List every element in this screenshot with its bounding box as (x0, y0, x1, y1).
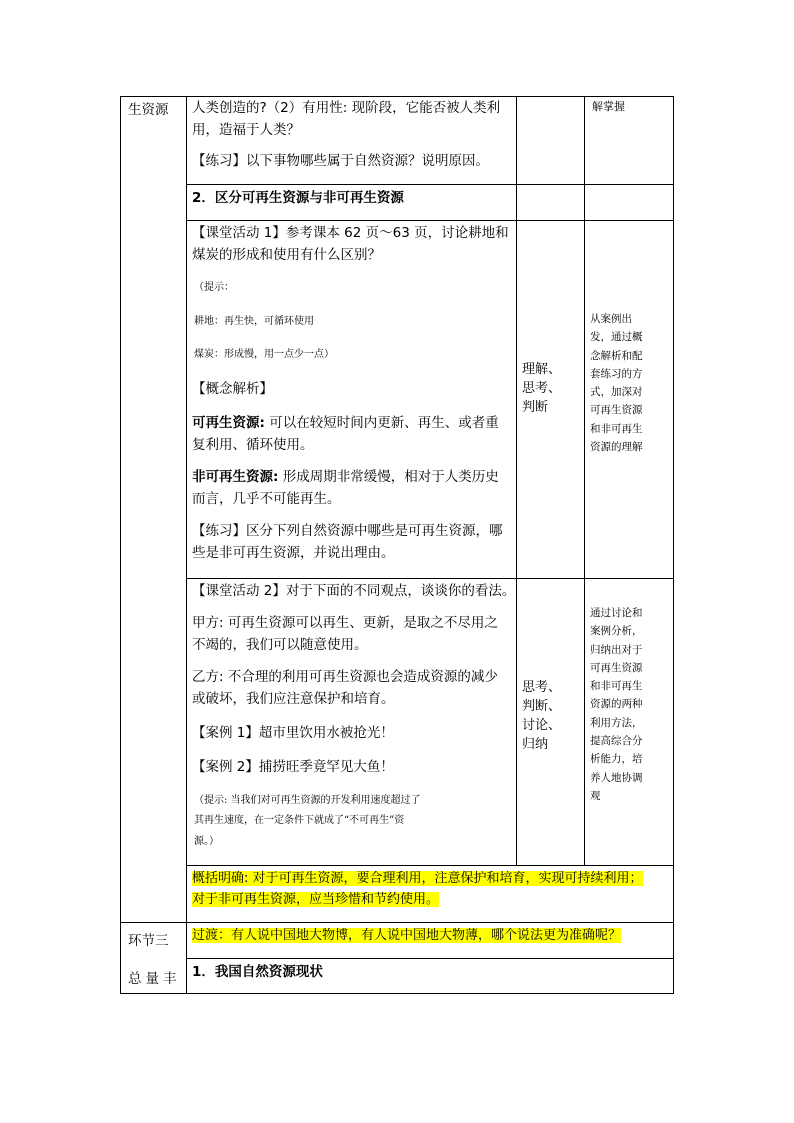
case-2: 【案例 2】捕捞旺季竟罕见大鱼！ (192, 759, 394, 775)
class-activity-1-line1: 【课堂活动 1】参考课本 62 页～63 页，讨论耕地和 (192, 225, 509, 241)
renewable-term: 可再生资源: (192, 415, 265, 431)
column-divider-3 (584, 96, 585, 865)
intent-line: 和非可再生 (590, 422, 643, 435)
transition-line (192, 925, 621, 947)
renewable-definition-text: 可以在较短时间内更新、再生、或者重 (264, 415, 499, 431)
intent-line: 归纳出对于 (590, 643, 643, 656)
row-divider-2 (186, 220, 674, 221)
intent-line: 案例分析， (590, 625, 643, 638)
nonrenewable-term: 非可再生资源: (192, 469, 279, 485)
summary-line1 (192, 868, 643, 890)
column-divider-2 (516, 96, 517, 865)
intent-line: 观 (590, 789, 601, 802)
intent-note-top: 解掌握 (592, 100, 625, 113)
section-label-abundance: 总量丰 (128, 971, 181, 987)
activity-item: 归纳 (522, 737, 549, 752)
intent-line: 资源的两种 (590, 698, 643, 711)
case-1: 【案例 1】超市里饮用水被抢光！ (192, 725, 394, 741)
practice-natural-resources: 【练习】以下事物哪些属于自然资源？说明原因。 (192, 153, 489, 169)
intent-line: 利用方法， (590, 716, 643, 729)
row-divider-3 (186, 578, 674, 579)
activity-item: 讨论、 (522, 718, 562, 733)
section-label-resources: 生资源 (128, 102, 169, 118)
practice-classify-line1: 【练习】区分下列自然资源中哪些是可再生资源，哪 (192, 523, 503, 539)
summary-highlight-2: 对于非可再生资源，应当珍惜和节约使用。 (192, 892, 440, 907)
intent-line: 和非可再生 (590, 680, 643, 693)
column-divider-1 (186, 96, 187, 994)
table-border-left (120, 96, 121, 994)
activity-item: 判断、 (522, 699, 562, 714)
tip-line3: 源。） (194, 836, 219, 847)
hint-open: （提示： (194, 282, 234, 293)
resource-definition-line1: 人类创造的?（2）有用性: 现阶段，它能否被人类利 (192, 100, 501, 116)
design-intent-row3 (590, 310, 643, 456)
intent-line: 析能力，培 (590, 753, 643, 766)
concept-analysis-heading: 【概念解析】 (192, 381, 273, 397)
intent-line: 通过讨论和 (590, 607, 643, 619)
intent-line: 套练习的方 (590, 367, 643, 380)
party-a-line2: 不竭的，我们可以随意使用。 (192, 637, 368, 653)
design-intent-row4 (590, 604, 643, 805)
row-divider-6 (186, 958, 674, 959)
class-activity-2: 【课堂活动 2】对于下面的不同观点，谈谈你的看法。 (192, 583, 516, 599)
nonrenewable-definition-text: 形成周期非常缓慢，相对于人类历史 (278, 469, 499, 485)
activity-item: 理解、 (522, 362, 562, 377)
intent-line: 可再生资源 (590, 404, 643, 417)
practice-classify-line2: 些是非可再生资源，并说出理由。 (192, 545, 395, 561)
transition-highlight: 过渡：有人说中国地大物博，有人说中国地大物薄，哪个说法更为准确呢？ (192, 928, 622, 943)
intent-line: 提高综合分 (590, 735, 643, 748)
renewable-definition-line1 (192, 412, 499, 434)
tip-line1: （提示: 当我们对可再生资源的开发利用速度超过了 (194, 795, 421, 806)
row-divider-4 (186, 865, 674, 866)
class-activity-1-line2: 煤炭的形成和使用有什么区别？ (192, 247, 381, 263)
tip-line2: 其再生速度，在一定条件下就成了“不可再生”资 (194, 815, 405, 826)
nonrenewable-definition-line2: 而言，几乎不可能再生。 (192, 491, 341, 507)
subheading-china-resources: 1．我国自然资源现状 (192, 964, 323, 980)
intent-line: 从案例出 (590, 313, 632, 325)
intent-line: 资源的理解 (590, 441, 643, 454)
renewable-definition-line2: 复利用、循环使用。 (192, 437, 314, 453)
intent-line: 念解析和配 (590, 349, 643, 362)
activity-item: 思考、 (522, 680, 562, 695)
party-b-line1: 乙方: 不合理的利用可再生资源也会造成资源的减少 (192, 669, 498, 685)
activity-item: 思考、 (522, 381, 562, 396)
party-a-line1: 甲方: 可再生资源可以再生、更新，是取之不尽用之 (192, 615, 498, 631)
activity-item: 判断 (522, 400, 549, 415)
row-divider-1 (186, 184, 674, 185)
activity-column-row3 (522, 360, 561, 417)
row-divider-5 (120, 922, 674, 923)
table-border-bottom (120, 993, 674, 994)
table-border-right (673, 96, 674, 994)
activity-column-row4 (522, 678, 561, 754)
summary-line2 (192, 889, 439, 911)
nonrenewable-definition-line1 (192, 466, 499, 488)
section-label-stage3: 环节三 (128, 933, 169, 949)
resource-definition-line2: 用，造福于人类？ (192, 122, 300, 138)
summary-highlight-1: 概括明确: 对于可再生资源，要合理利用，注意保护和培育，实现可持续利用； (192, 871, 643, 886)
subheading-renewable-vs-nonrenewable: 2．区分可再生资源与非可再生资源 (192, 190, 404, 206)
party-b-line2: 或破坏，我们应注意保护和培育。 (192, 691, 395, 707)
intent-line: 发，通过概 (590, 331, 643, 344)
intent-line: 可再生资源 (590, 661, 643, 674)
intent-line: 式，加深对 (590, 386, 643, 399)
intent-line: 养人地协调 (590, 771, 643, 784)
hint-farmland: 耕地：再生快，可循环使用 (194, 316, 314, 327)
hint-coal: 煤炭：形成慢，用一点少一点） (194, 349, 334, 360)
